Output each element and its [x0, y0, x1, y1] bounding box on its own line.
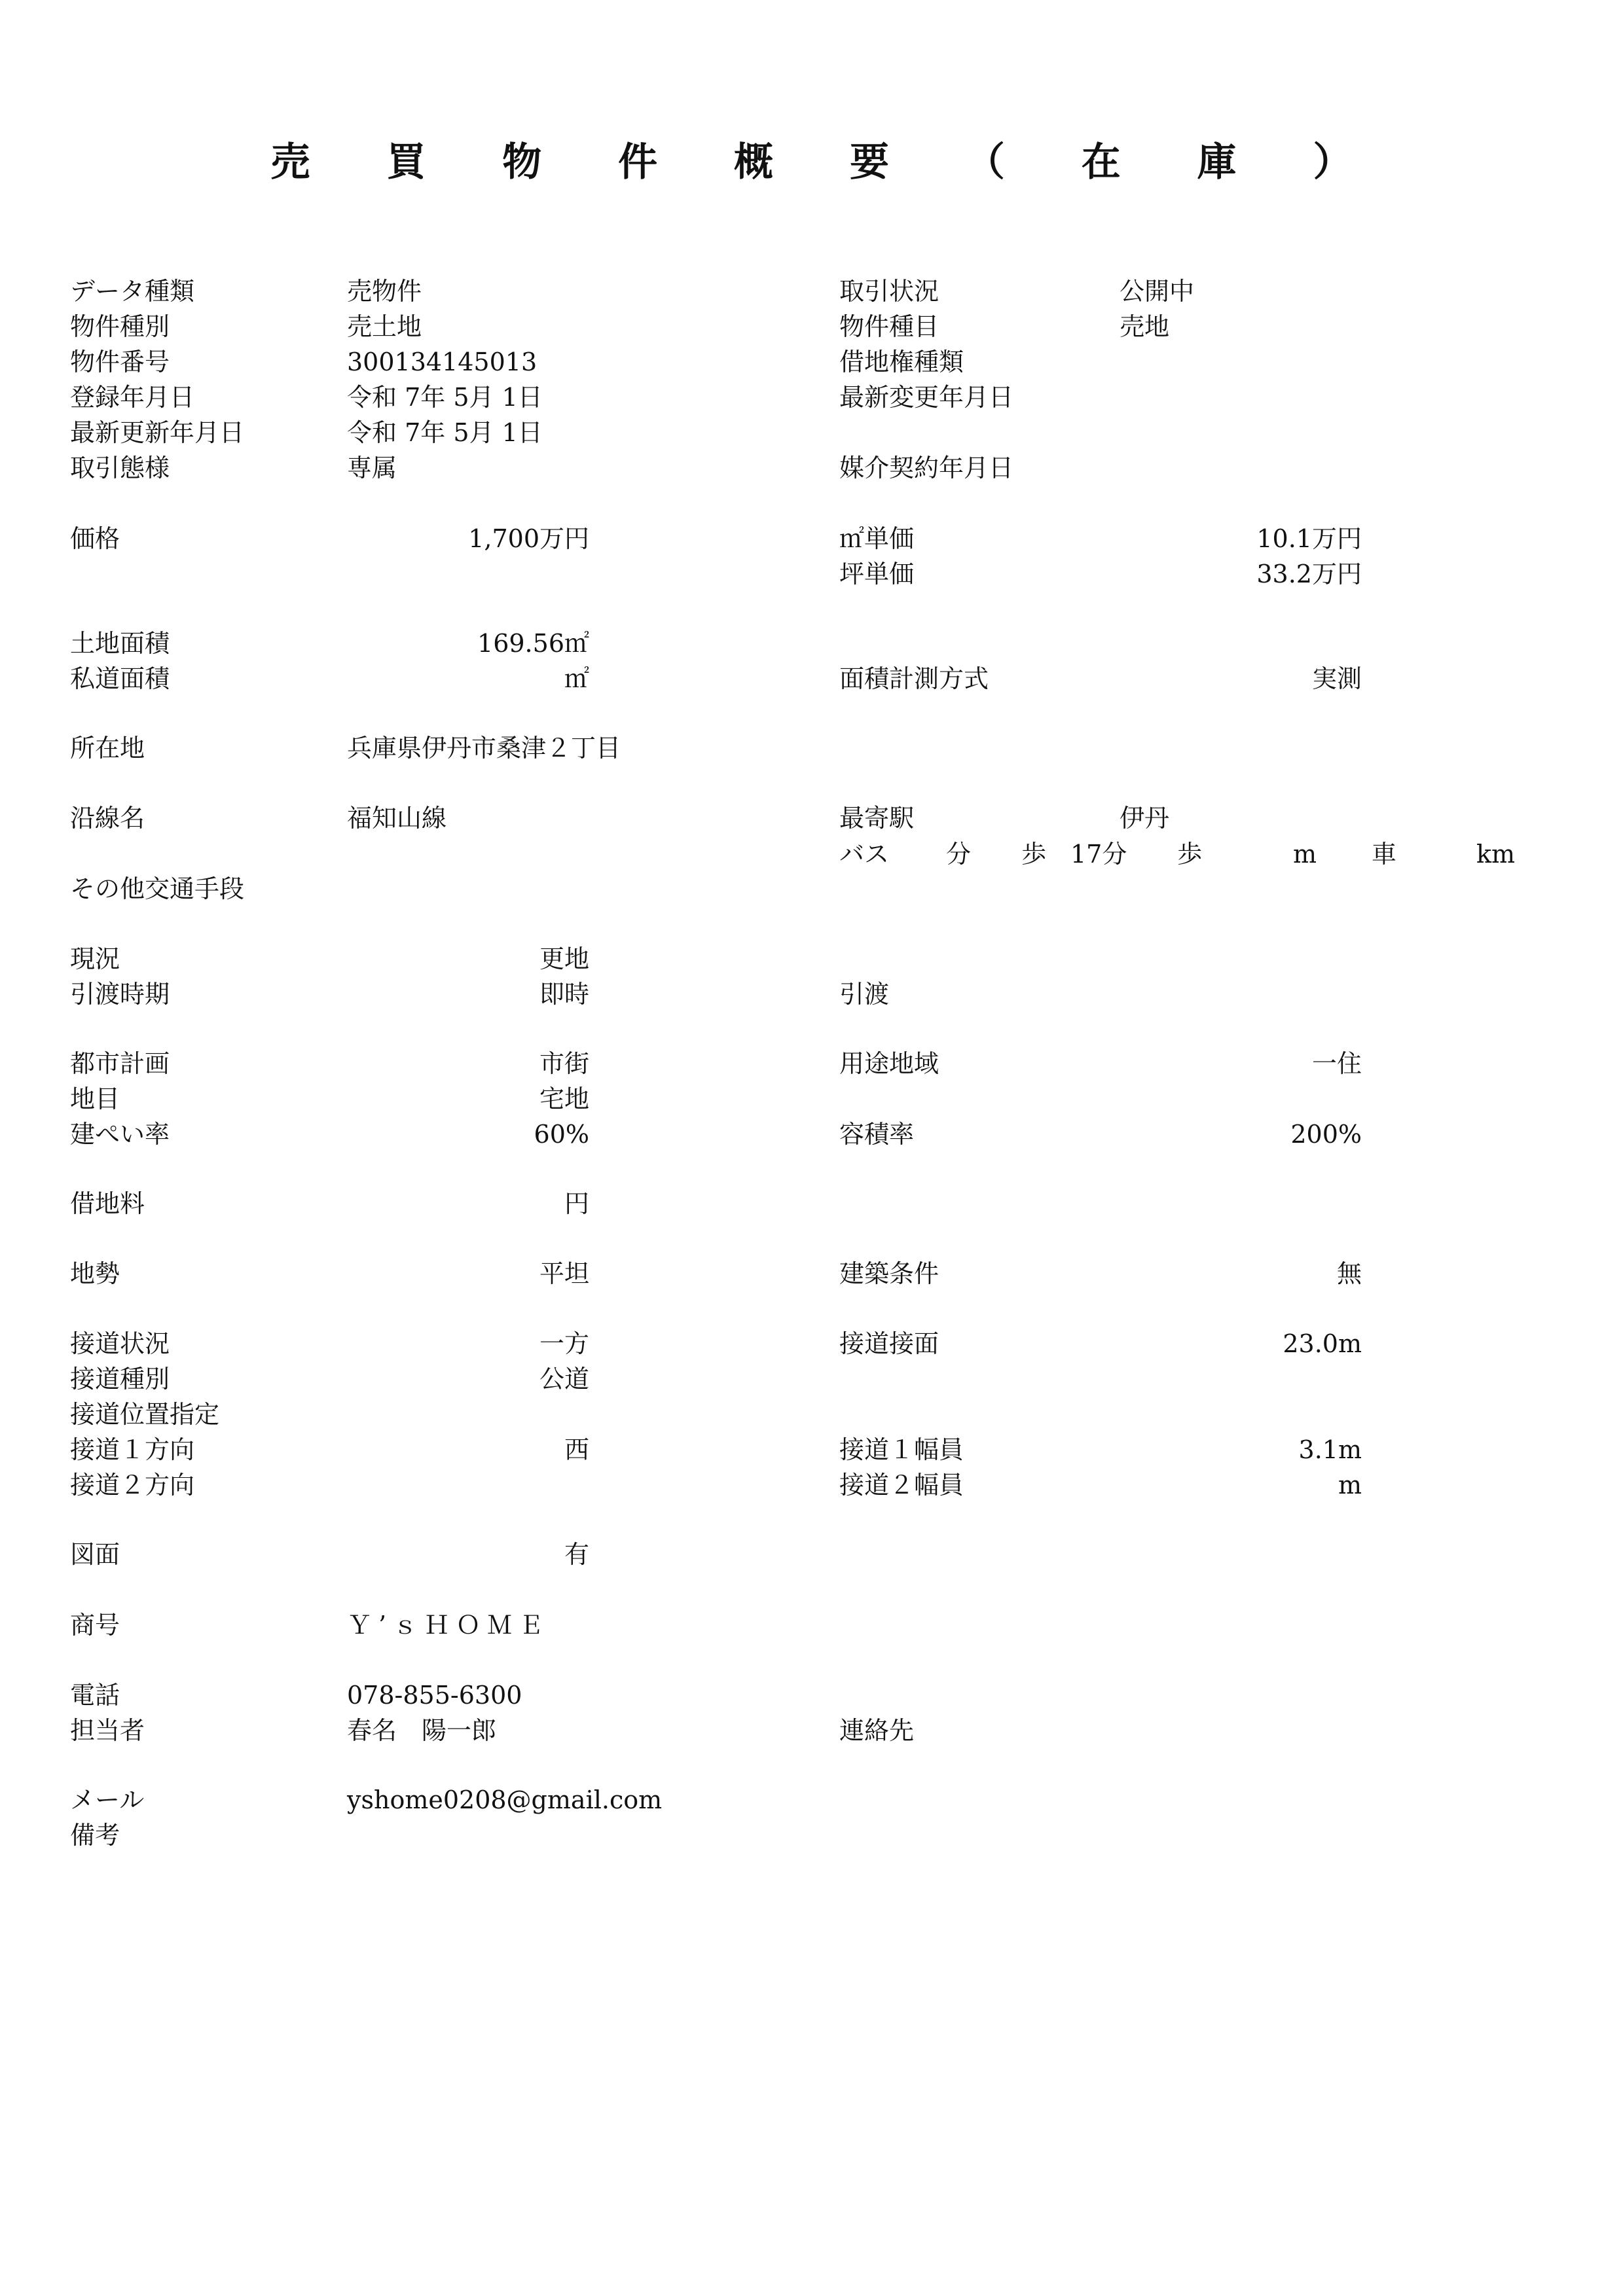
handover-timing-value: 即時 [539, 980, 589, 1009]
access-walk-time: 17分 [1070, 840, 1127, 869]
price-per-sqm-label: ㎡単価 [839, 524, 915, 553]
latest-update-date-value: 令和 7年 5月 1日 [347, 418, 543, 447]
price-per-sqm-value: 10.1万円 [1256, 524, 1362, 553]
terrain-label: 地勢 [70, 1259, 120, 1288]
floor-area-ratio-value: 200% [1290, 1120, 1362, 1149]
use-district-label: 用途地域 [839, 1049, 939, 1078]
location-label: 所在地 [70, 734, 145, 762]
area-measurement-value: 実測 [1311, 664, 1362, 693]
land-category-value: 宅地 [539, 1085, 589, 1113]
property-number-label: 物件番号 [70, 348, 170, 376]
access-walk-label-1: 歩 [1021, 840, 1047, 869]
registration-date-label: 登録年月日 [70, 383, 195, 412]
transaction-mode-value: 専属 [347, 454, 397, 482]
road-access-label: 接道状況 [70, 1329, 170, 1358]
remarks-label: 備考 [70, 1821, 120, 1850]
data-type-label: データ種類 [70, 277, 195, 306]
price-label: 価格 [70, 524, 120, 553]
road1-width-label: 接道１幅員 [839, 1435, 964, 1464]
current-status-value: 更地 [539, 944, 589, 973]
property-category-label: 物件種目 [839, 312, 939, 341]
page-title: 売 買 物 件 概 要 （ 在 庫 ） [270, 139, 1384, 185]
latest-update-date-label: 最新更新年月日 [70, 418, 245, 447]
access-meter: m [1293, 840, 1317, 869]
price-per-tsubo-value: 33.2万円 [1256, 560, 1362, 588]
road1-direction-value: 西 [564, 1435, 589, 1464]
land-area-value: 169.56㎡ [477, 629, 589, 658]
property-category-value: 売地 [1120, 312, 1170, 341]
transaction-status-value: 公開中 [1120, 277, 1195, 306]
email-value: yshome0208@gmail.com [347, 1785, 663, 1814]
road2-width-value: m [1338, 1471, 1362, 1499]
handover-timing-label: 引渡時期 [70, 980, 170, 1009]
ground-rent-label: 借地料 [70, 1189, 145, 1218]
access-km: km [1476, 840, 1516, 869]
access-walk-label-2: 歩 [1177, 840, 1203, 869]
property-type-value: 売土地 [347, 312, 422, 341]
land-area-label: 土地面積 [70, 629, 170, 658]
phone-label: 電話 [70, 1681, 120, 1710]
road-frontage-value: 23.0m [1283, 1329, 1362, 1358]
property-number-value: 300134145013 [347, 348, 538, 376]
person-in-charge-value: 春名 陽一郎 [347, 1716, 497, 1745]
area-measurement-label: 面積計測方式 [839, 664, 989, 693]
floor-area-ratio-label: 容積率 [839, 1120, 915, 1149]
road-type-label: 接道種別 [70, 1365, 170, 1393]
drawings-label: 図面 [70, 1540, 120, 1569]
use-district-value: 一住 [1311, 1049, 1362, 1078]
terrain-value: 平坦 [539, 1259, 589, 1288]
nearest-station-label: 最寄駅 [839, 804, 915, 833]
transaction-mode-label: 取引態様 [70, 454, 170, 482]
drawings-value: 有 [564, 1540, 589, 1569]
building-coverage-value: 60% [534, 1120, 589, 1149]
building-condition-label: 建築条件 [839, 1259, 939, 1288]
leasehold-type-label: 借地権種類 [839, 348, 964, 376]
building-condition-value: 無 [1336, 1259, 1362, 1288]
current-status-label: 現況 [70, 944, 120, 973]
phone-value: 078-855-6300 [347, 1681, 522, 1710]
person-in-charge-label: 担当者 [70, 1716, 145, 1745]
road1-width-value: 3.1m [1298, 1435, 1362, 1464]
road-frontage-label: 接道接面 [839, 1329, 939, 1358]
road-designation-label: 接道位置指定 [70, 1400, 220, 1429]
trade-name-value: Ｙ’ｓＨＯＭＥ [347, 1611, 551, 1640]
data-type-value: 売物件 [347, 277, 422, 306]
line-name-label: 沿線名 [70, 804, 145, 833]
line-name-value: 福知山線 [347, 804, 447, 833]
access-bus-label: バス [839, 840, 890, 869]
ground-rent-value: 円 [564, 1189, 589, 1218]
road-access-value: 一方 [539, 1329, 589, 1358]
road-type-value: 公道 [539, 1365, 589, 1393]
road2-width-label: 接道２幅員 [839, 1471, 964, 1499]
brokerage-contract-date-label: 媒介契約年月日 [839, 454, 1014, 482]
registration-date-value: 令和 7年 5月 1日 [347, 383, 543, 412]
access-bus-minutes: 分 [946, 840, 972, 869]
contact-label: 連絡先 [839, 1716, 915, 1745]
land-category-label: 地目 [70, 1085, 120, 1113]
private-road-area-value: ㎡ [564, 664, 589, 693]
price-per-tsubo-label: 坪単価 [839, 560, 915, 588]
city-planning-value: 市街 [539, 1049, 589, 1078]
property-type-label: 物件種別 [70, 312, 170, 341]
email-label: メール [70, 1785, 145, 1814]
road2-direction-label: 接道２方向 [70, 1471, 195, 1499]
nearest-station-value: 伊丹 [1120, 804, 1170, 833]
handover-label: 引渡 [839, 980, 890, 1009]
price-value: 1,700万円 [468, 524, 589, 553]
location-value: 兵庫県伊丹市桑津２丁目 [347, 734, 621, 762]
access-car: 車 [1372, 840, 1397, 869]
city-planning-label: 都市計画 [70, 1049, 170, 1078]
trade-name-label: 商号 [70, 1611, 120, 1640]
road1-direction-label: 接道１方向 [70, 1435, 195, 1464]
other-transport-label: その他交通手段 [70, 874, 245, 903]
transaction-status-label: 取引状況 [839, 277, 939, 306]
building-coverage-label: 建ぺい率 [70, 1120, 170, 1149]
latest-change-date-label: 最新変更年月日 [839, 383, 1014, 412]
private-road-area-label: 私道面積 [70, 664, 170, 693]
